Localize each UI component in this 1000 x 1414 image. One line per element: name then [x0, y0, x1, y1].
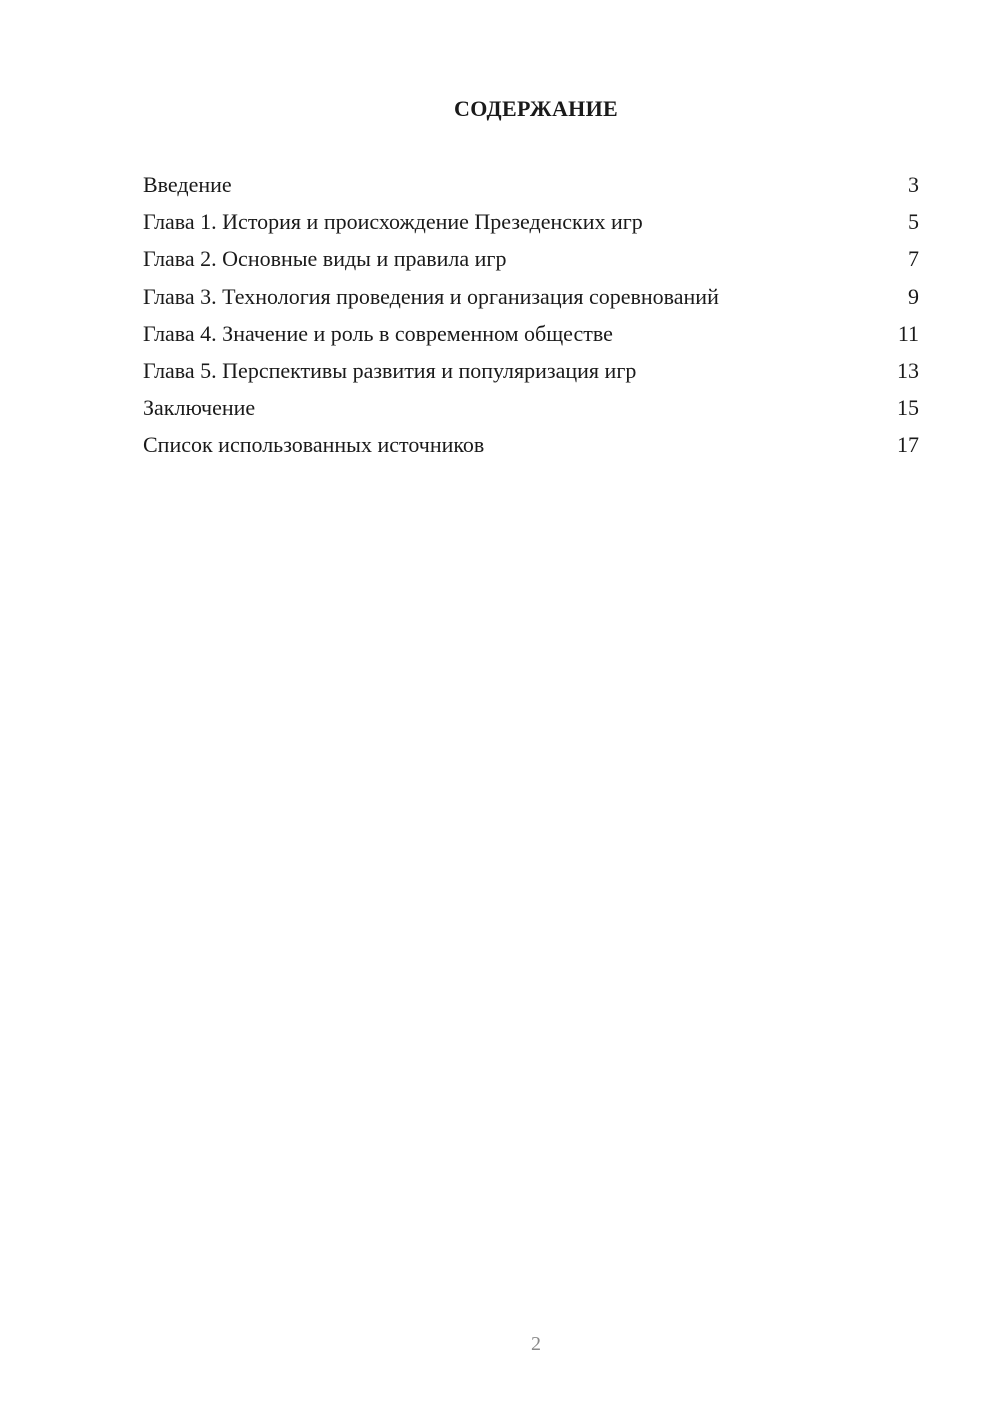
table-of-contents [143, 168, 919, 466]
toc-item-label: Введение [143, 172, 232, 197]
toc-item-label: Глава 3. Технология проведения и организация соревнований [143, 283, 719, 309]
toc-item-page: 15 [897, 395, 919, 421]
toc-item-page: 9 [908, 283, 919, 309]
toc-item-page: 17 [897, 432, 919, 458]
toc-item-label: Заключение [143, 395, 256, 421]
toc-item [143, 205, 919, 242]
toc-item-page: 13 [897, 357, 919, 383]
page-number: 2 [531, 1333, 541, 1355]
toc-item [143, 428, 919, 465]
toc-item-label: Глава 4. Значение и роль в современном обществе [143, 320, 613, 346]
toc-item [143, 168, 919, 205]
page-title: СОДЕРЖАНИЕ [454, 96, 618, 121]
toc-item-label: Глава 5. Перспективы развития и популяризация игр [143, 357, 637, 383]
toc-item-label: Список использованных источников [143, 432, 485, 458]
toc-item-page: 11 [897, 320, 919, 346]
toc-item [143, 354, 919, 391]
toc-item-page: 3 [908, 172, 919, 197]
toc-item-page: 7 [908, 246, 919, 272]
toc-item-page: 5 [908, 209, 919, 235]
toc-item [143, 242, 919, 279]
toc-item [143, 280, 919, 317]
toc-item-label: Глава 1. История и происхождение Презеденских игр [143, 209, 643, 235]
toc-item [143, 391, 919, 428]
toc-item [143, 317, 919, 354]
toc-item-label: Глава 2. Основные виды и правила игр [143, 246, 507, 272]
